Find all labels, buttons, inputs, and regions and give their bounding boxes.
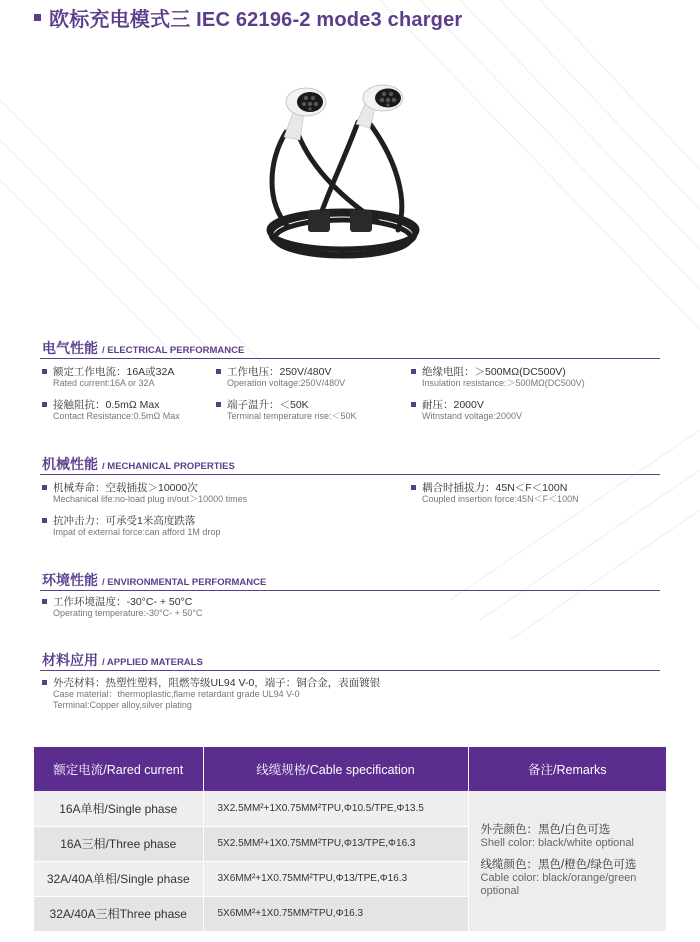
cable-color-remark (481, 858, 667, 898)
bullet-icon (411, 402, 416, 407)
spec-label-en: Operation voltage:250V/480V (227, 378, 346, 388)
section-title-en: / ENVIRONMENTAL PERFORMANCE (102, 577, 267, 588)
cell-remarks (468, 791, 666, 931)
section-divider (40, 474, 660, 475)
section-mechanical (42, 454, 662, 475)
cable-spec-table (34, 747, 666, 932)
column-header-cable: 线缆规格/Cable specification (203, 747, 468, 791)
cell-current: 32A/40A三相Three phase (34, 896, 203, 931)
title-row (34, 4, 462, 30)
spec-item (216, 366, 345, 389)
cell-cable: 3X6MM²+1X0.75MM²TPU,Φ13/TPE,Φ16.3 (203, 861, 468, 896)
spec-label-en: Terminal:Copper alloy,silver plating (53, 700, 192, 710)
cell-cable: 3X2.5MM²+1X0.75MM²TPU,Φ10.5/TPE,Φ13.5 (203, 791, 468, 826)
section-header (42, 338, 662, 358)
spec-label-en: Mechanical life:no-load plug in/out＞10000 times (53, 494, 248, 504)
section-title-zh: 机械性能 (42, 456, 98, 472)
spec-item (42, 482, 247, 505)
table-row (34, 791, 666, 826)
remark-en: optional (480, 885, 520, 898)
spec-label-zh: 端子温升：＜50K (227, 399, 309, 411)
section-materials (42, 650, 662, 671)
cell-cable: 5X6MM²+1X0.75MM²TPU,Φ16.3 (203, 896, 468, 931)
cell-current: 16A单相/Single phase (34, 791, 203, 826)
remark-en: Cable color: black/orange/green (480, 872, 637, 885)
title-bullet (34, 14, 41, 21)
bullet-icon (411, 485, 416, 490)
spec-item (42, 515, 220, 538)
spec-label-zh: 接触阻抗：0.5mΩ Max (53, 399, 160, 411)
spec-label-zh: 绝缘电阻：＞500MΩ(DC500V) (422, 366, 566, 378)
spec-item (42, 366, 174, 389)
spec-label-en: Terminal temperature rise:＜50K (227, 411, 357, 421)
bullet-icon (42, 369, 47, 374)
shell-color-remark (481, 823, 667, 850)
section-header (42, 454, 662, 474)
spec-label-en: Contact Resistance:0.5mΩ Max (53, 411, 180, 421)
spec-label-zh: 耦合时插拔力：45N＜F＜100N (422, 482, 568, 494)
section-header (42, 570, 662, 590)
spec-label-en: Impat of external force:can afford 1M drop (53, 527, 221, 537)
bullet-icon (42, 599, 47, 604)
spec-item (411, 482, 579, 505)
bullet-icon (42, 402, 47, 407)
cell-current: 16A三相/Three phase (34, 826, 203, 861)
remark-en: Shell color: black/white optional (480, 837, 634, 850)
cell-cable: 5X2.5MM²+1X0.75MM²TPU,Φ13/TPE,Φ16.3 (203, 826, 468, 861)
spec-label-zh: 工作电压：250V/480V (227, 366, 332, 378)
page-title: 欧标充电模式三 IEC 62196-2 mode3 charger (49, 8, 463, 31)
section-divider (40, 358, 660, 359)
remark-zh: 线缆颜色：黑色/橙色/绿色可选 (480, 859, 637, 872)
charger-cable-image (258, 82, 428, 268)
spec-label-en: Insulation resistance:＞500MΩ(DC500V) (422, 378, 585, 388)
section-environmental (42, 570, 662, 591)
bullet-icon (411, 369, 416, 374)
spec-label-zh: 耐压：2000V (422, 399, 484, 411)
spec-item (411, 399, 522, 422)
column-header-remarks: 备注/Remarks (468, 747, 666, 791)
bullet-icon (42, 680, 47, 685)
spec-label-en: Rated current:16A or 32A (53, 378, 155, 388)
spec-label-zh: 外壳材料：热塑性塑料，阻燃等级UL94 V-0，端子：铜合金，表面镀银 (53, 677, 381, 689)
spec-label-zh: 工作环境温度：-30°C- + 50°C (53, 596, 193, 608)
section-title-en: / APPLIED MATERALS (102, 657, 203, 668)
section-title-en: / MECHANICAL PROPERTIES (102, 461, 235, 472)
section-title-en: / ELECTRICAL PERFORMANCE (102, 345, 245, 356)
spec-label-en: Case material：thermoplastic,flame retardant grade UL94 V-0 (53, 689, 300, 699)
bullet-icon (216, 402, 221, 407)
spec-item (411, 366, 585, 389)
spec-item (42, 596, 203, 619)
section-divider (40, 670, 660, 671)
spec-label-zh: 额定工作电流：16A或32A (53, 366, 175, 378)
spec-item (42, 399, 180, 422)
spec-label-zh: 机械寿命：空载插拔＞10000次 (53, 482, 198, 494)
column-header-current: 额定电流/Rared current (34, 747, 203, 791)
spec-item (216, 399, 357, 422)
bullet-icon (42, 485, 47, 490)
section-electrical (42, 338, 662, 359)
section-title-zh: 材料应用 (42, 652, 98, 668)
spec-label-en: Coupled insertion force:45N＜F＜100N (422, 494, 579, 504)
remark-zh: 外壳颜色：黑色/白色可选 (480, 824, 611, 837)
spec-label-en: Operating temperature:-30°C- + 50°C (53, 608, 203, 618)
section-divider (40, 590, 660, 591)
section-title-zh: 电气性能 (42, 340, 98, 356)
section-title-zh: 环境性能 (42, 572, 98, 588)
spec-label-zh: 抗冲击力：可承受1米高度跌落 (53, 515, 196, 527)
bullet-icon (42, 518, 47, 523)
spec-label-en: Witnstand voltage:2000V (422, 411, 523, 421)
bullet-icon (216, 369, 221, 374)
spec-item (42, 677, 380, 711)
section-header (42, 650, 662, 670)
cell-current: 32A/40A单相/Single phase (34, 861, 203, 896)
